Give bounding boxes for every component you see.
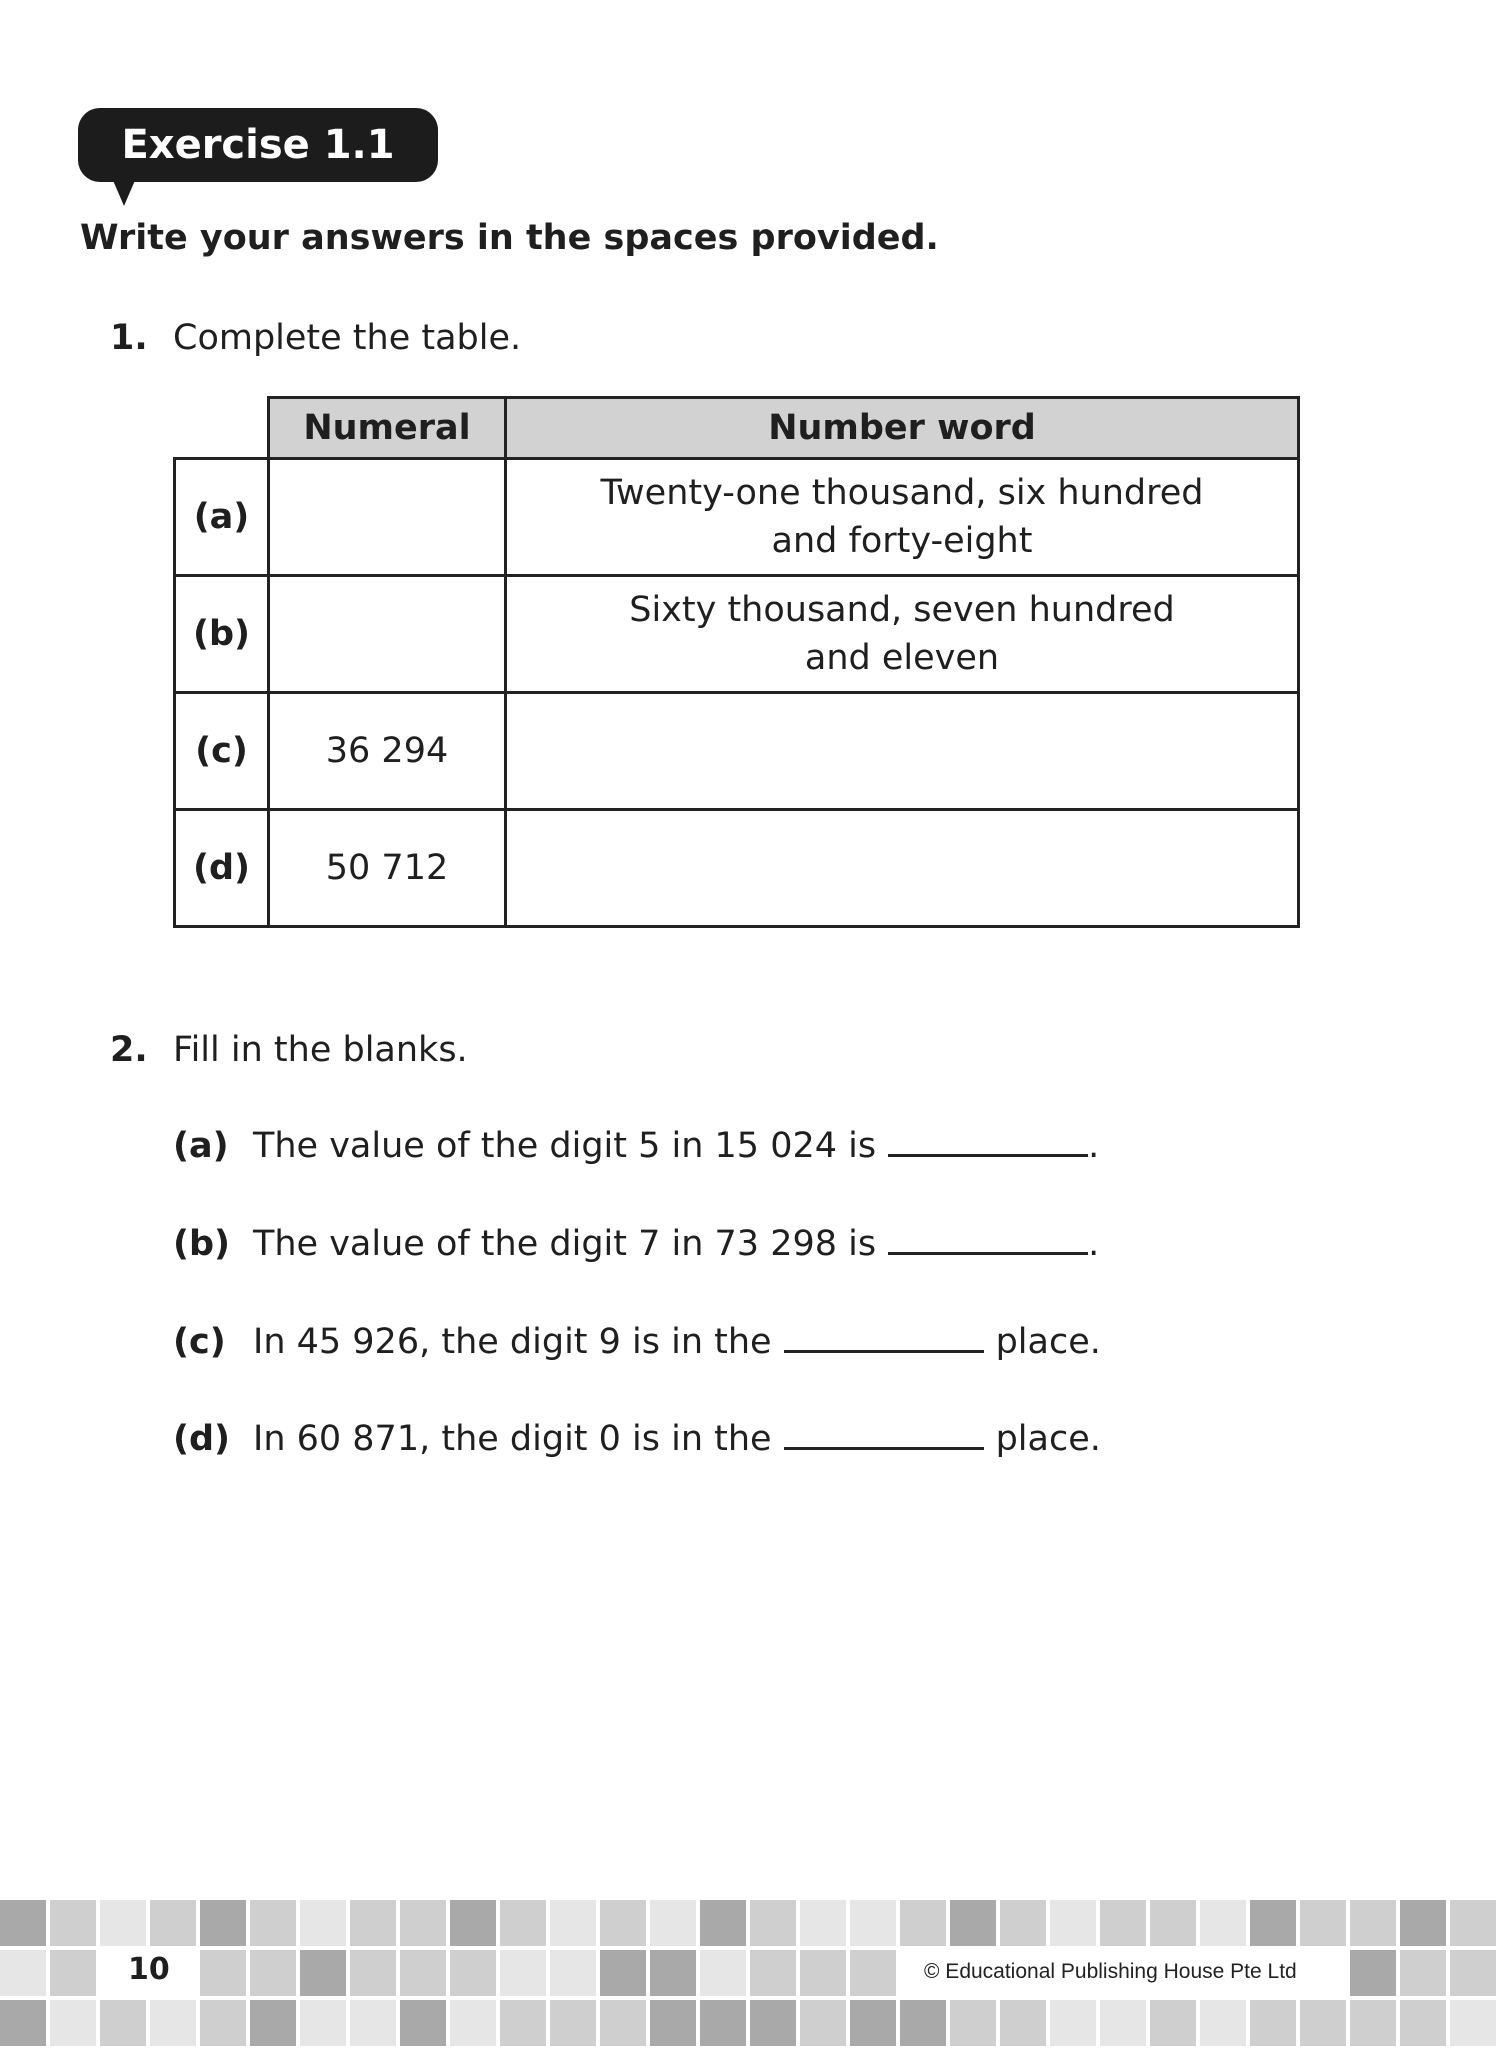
question-2-text: Fill in the blanks. bbox=[173, 1030, 468, 1070]
part-text: In 60 871, the digit 0 is in the bbox=[253, 1419, 772, 1459]
part-label: (d) bbox=[173, 1419, 231, 1459]
footer-tile bbox=[400, 2000, 446, 2046]
footer-tile bbox=[150, 1900, 196, 1946]
part-label: (c) bbox=[173, 1322, 226, 1362]
footer-tile bbox=[100, 2000, 146, 2046]
footer-tile bbox=[1200, 2000, 1246, 2046]
footer-tile bbox=[600, 2000, 646, 2046]
table-header-blank bbox=[175, 398, 269, 459]
footer-tile bbox=[500, 2000, 546, 2046]
footer-tile bbox=[1050, 2000, 1096, 2046]
page-number: 10 bbox=[128, 1952, 170, 1987]
part-suffix: . bbox=[1088, 1224, 1100, 1264]
copyright-text: © Educational Publishing House Pte Ltd bbox=[924, 1960, 1297, 1983]
footer-tile bbox=[1250, 2000, 1296, 2046]
footer-tile bbox=[550, 1900, 596, 1946]
numeral-answer-cell[interactable] bbox=[269, 459, 506, 576]
part-suffix: . bbox=[1088, 1126, 1100, 1166]
footer-tile bbox=[1450, 1900, 1496, 1946]
footer-tile bbox=[1100, 1900, 1146, 1946]
number-word-line: and eleven bbox=[804, 638, 1000, 678]
footer-tile bbox=[400, 1950, 446, 1996]
footer-tile bbox=[500, 1950, 546, 1996]
part-label: (a) bbox=[173, 1126, 229, 1166]
footer-tile bbox=[150, 2000, 196, 2046]
footer-tile bbox=[450, 2000, 496, 2046]
footer-tile bbox=[250, 1900, 296, 1946]
number-word-line: Twenty-one thousand, six hundred bbox=[600, 473, 1204, 513]
footer-tile bbox=[300, 2000, 346, 2046]
footer-tile bbox=[600, 1900, 646, 1946]
footer-tile bbox=[700, 1950, 746, 1996]
footer-tile bbox=[1450, 2000, 1496, 2046]
footer-tile bbox=[0, 2000, 46, 2046]
question-1-number: 1. bbox=[110, 318, 148, 358]
fill-blank-item bbox=[173, 1126, 1099, 1166]
footer-tile bbox=[200, 2000, 246, 2046]
fill-blank-item bbox=[173, 1224, 1099, 1264]
footer-tile bbox=[900, 1900, 946, 1946]
numeral-cell: 50 712 bbox=[269, 810, 506, 927]
table-header-number-word: Number word bbox=[506, 398, 1299, 459]
question-2-number: 2. bbox=[110, 1030, 148, 1070]
footer-tile bbox=[1350, 1900, 1396, 1946]
footer-tile bbox=[250, 2000, 296, 2046]
footer-tile bbox=[1050, 1900, 1096, 1946]
footer-tile bbox=[650, 1950, 696, 1996]
footer-tile bbox=[1300, 1900, 1346, 1946]
number-word-answer-cell[interactable] bbox=[506, 693, 1299, 810]
table-header-numeral: Numeral bbox=[269, 398, 506, 459]
badge-pointer bbox=[112, 178, 136, 206]
footer-tile bbox=[1450, 1950, 1496, 1996]
exercise-title: Exercise 1.1 bbox=[121, 122, 395, 168]
footer-tile bbox=[100, 1900, 146, 1946]
footer-tile bbox=[1250, 1900, 1296, 1946]
number-word-answer-cell[interactable] bbox=[506, 810, 1299, 927]
footer-tile bbox=[850, 1900, 896, 1946]
footer-tile bbox=[1400, 2000, 1446, 2046]
footer-tile bbox=[1350, 2000, 1396, 2046]
part-label: (b) bbox=[173, 1224, 231, 1264]
footer-tile bbox=[800, 1900, 846, 1946]
footer-tile bbox=[1400, 1900, 1446, 1946]
footer-tile bbox=[1150, 1900, 1196, 1946]
row-label: (c) bbox=[175, 693, 269, 810]
footer-tile bbox=[1150, 2000, 1196, 2046]
footer-tile bbox=[200, 1950, 246, 1996]
footer-tile bbox=[350, 1950, 396, 1996]
row-label: (d) bbox=[175, 810, 269, 927]
number-word-line: Sixty thousand, seven hundred bbox=[629, 590, 1175, 630]
footer-tile bbox=[1350, 1950, 1396, 1996]
footer-tile bbox=[550, 2000, 596, 2046]
footer-tile bbox=[800, 2000, 846, 2046]
answer-blank[interactable] bbox=[784, 1446, 984, 1450]
footer-tile bbox=[0, 1900, 46, 1946]
footer-tile bbox=[1100, 2000, 1146, 2046]
number-word-cell bbox=[506, 459, 1299, 576]
part-text: The value of the digit 7 in 73 298 is bbox=[253, 1224, 877, 1264]
footer-tile bbox=[300, 1900, 346, 1946]
footer-tile bbox=[50, 2000, 96, 2046]
footer-tile bbox=[950, 2000, 996, 2046]
footer-tile bbox=[400, 1900, 446, 1946]
footer-tile bbox=[1200, 1900, 1246, 1946]
footer-tile bbox=[750, 2000, 796, 2046]
question-1-text: Complete the table. bbox=[173, 318, 522, 358]
footer-tile bbox=[50, 1950, 96, 1996]
part-text: In 45 926, the digit 9 is in the bbox=[253, 1322, 772, 1362]
footer-tile bbox=[650, 1900, 696, 1946]
number-word-cell bbox=[506, 576, 1299, 693]
table-row bbox=[175, 693, 1299, 810]
footer-tile bbox=[900, 2000, 946, 2046]
footer-tile bbox=[450, 1950, 496, 1996]
fill-blank-item bbox=[173, 1322, 1101, 1362]
footer-tile bbox=[500, 1900, 546, 1946]
table-row bbox=[175, 810, 1299, 927]
footer-tile bbox=[850, 1950, 896, 1996]
footer-tile bbox=[50, 1900, 96, 1946]
numeral-cell: 36 294 bbox=[269, 693, 506, 810]
footer-tile bbox=[450, 1900, 496, 1946]
part-suffix: place. bbox=[995, 1419, 1101, 1459]
answer-blank[interactable] bbox=[888, 1251, 1088, 1255]
footer-tile bbox=[700, 1900, 746, 1946]
exercise-badge bbox=[78, 108, 438, 182]
footer-tile bbox=[1000, 2000, 1046, 2046]
footer-tile bbox=[850, 2000, 896, 2046]
footer-tile bbox=[700, 2000, 746, 2046]
answer-blank[interactable] bbox=[888, 1153, 1088, 1157]
table-header-row bbox=[175, 398, 1299, 459]
part-suffix: place. bbox=[995, 1322, 1101, 1362]
answer-blank[interactable] bbox=[784, 1349, 984, 1353]
part-text: The value of the digit 5 in 15 024 is bbox=[253, 1126, 877, 1166]
footer-tile bbox=[200, 1900, 246, 1946]
footer-tile bbox=[350, 1900, 396, 1946]
numeral-answer-cell[interactable] bbox=[269, 576, 506, 693]
footer-tile bbox=[300, 1950, 346, 1996]
footer-tile bbox=[750, 1900, 796, 1946]
footer-tile bbox=[950, 1900, 996, 1946]
footer-tile bbox=[350, 2000, 396, 2046]
footer-tile bbox=[650, 2000, 696, 2046]
footer-tile bbox=[0, 1950, 46, 1996]
footer-tile bbox=[1300, 2000, 1346, 2046]
table-row bbox=[175, 576, 1299, 693]
number-word-line: and forty-eight bbox=[771, 521, 1033, 561]
footer-tile bbox=[800, 1950, 846, 1996]
row-label: (b) bbox=[175, 576, 269, 693]
numeral-table bbox=[173, 396, 1300, 928]
footer-tile bbox=[1000, 1900, 1046, 1946]
footer-tile bbox=[250, 1950, 296, 1996]
footer-tile bbox=[1400, 1950, 1446, 1996]
fill-blank-item bbox=[173, 1419, 1101, 1459]
footer-tile bbox=[550, 1950, 596, 1996]
footer-tile bbox=[600, 1950, 646, 1996]
footer-tile bbox=[750, 1950, 796, 1996]
table-row bbox=[175, 459, 1299, 576]
instruction-text: Write your answers in the spaces provided. bbox=[80, 218, 939, 258]
row-label: (a) bbox=[175, 459, 269, 576]
